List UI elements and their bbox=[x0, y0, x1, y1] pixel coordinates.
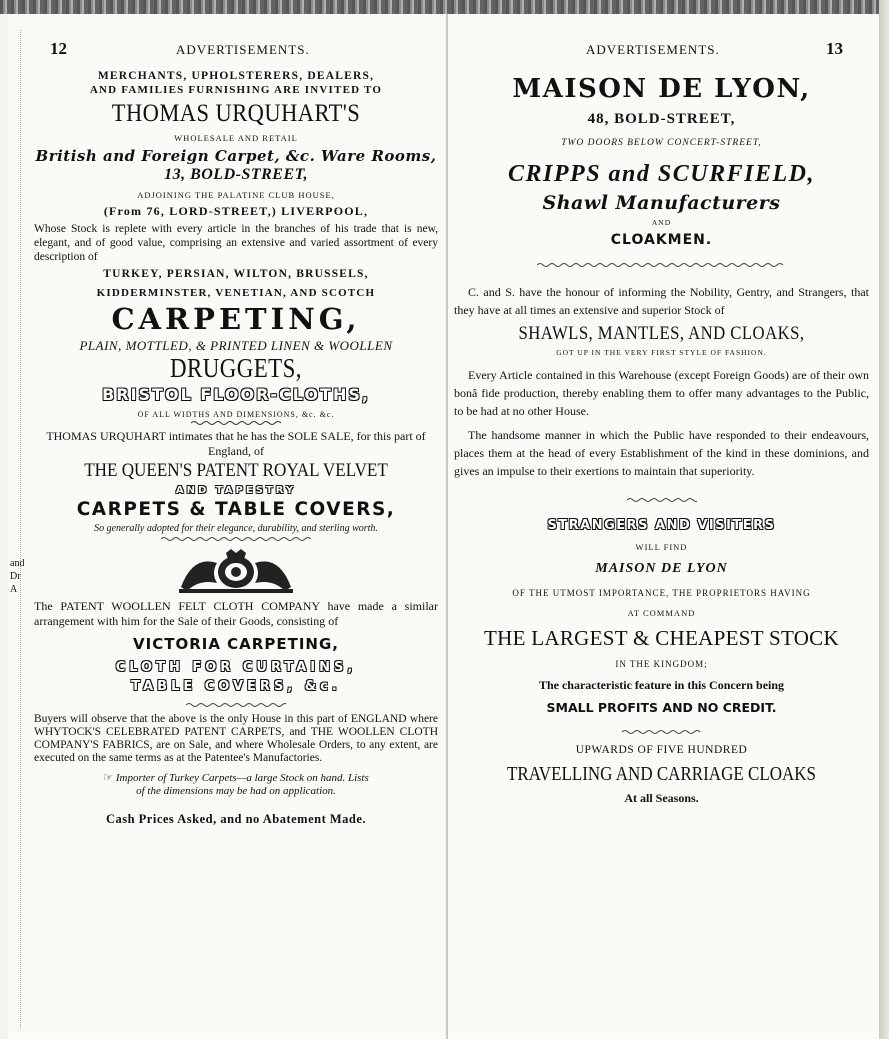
largest-stock-heading: THE LARGEST & CHEAPEST STOCK bbox=[484, 626, 839, 651]
ornament-rule bbox=[191, 419, 281, 427]
left-page bbox=[8, 14, 446, 1039]
will-find-line: WILL FIND bbox=[635, 542, 688, 553]
ornament-rule bbox=[622, 728, 702, 736]
carpeting-heading: CARPETING, bbox=[111, 302, 361, 337]
buyers-paragraph: Buyers will observe that the above is the only House in this part of ENGLAND where WHYTOCK'S CELEBRATED PATENT CARPETS, and THE WOOLLEN CLOTH COMPANY'S FABRICS, are on Sale, and where Wholesale Orders, to any extent, are executed on the same terms as at the Patentee's Manufactories. bbox=[34, 712, 438, 765]
page-edge bbox=[879, 0, 889, 1039]
margin-note: Dr bbox=[10, 571, 21, 582]
royal-arms-emblem bbox=[171, 547, 301, 595]
below-line: TWO DOORS BELOW CONCERT-STREET, bbox=[561, 138, 762, 149]
felt-cloth-paragraph: The PATENT WOOLLEN FELT CLOTH COMPANY have made a similar arrangement with him for the Sale of their Goods, consisting of bbox=[34, 599, 438, 628]
adjoining-line: ADJOINING THE PALATINE CLUB HOUSE, bbox=[137, 189, 335, 200]
ornament-rule bbox=[186, 701, 286, 709]
druggets-heading: DRUGGETS, bbox=[170, 352, 302, 383]
importer-line-2: of the dimensions may be had on application. bbox=[136, 784, 336, 797]
utmost-line: OF THE UTMOST IMPORTANCE, THE PROPRIETORS HAVING bbox=[512, 587, 811, 598]
page-number: 13 bbox=[826, 39, 843, 58]
stock-paragraph: Whose Stock is replete with every article in the branches of his trade that is new, elegant, and of good value, comprising an extensive and varied assortment of every description of bbox=[34, 222, 438, 263]
margin-note: A bbox=[10, 584, 18, 595]
honour-paragraph: C. and S. have the honour of informing the Nobility, Gentry, and Strangers, that they have at all times an extensive and superior Stock of bbox=[454, 284, 869, 317]
seasons-line: At all Seasons. bbox=[624, 790, 699, 805]
strangers-heading: STRANGERS AND VISITERS bbox=[547, 517, 776, 533]
carpets-covers-heading: CARPETS & TABLE COVERS, bbox=[76, 498, 396, 520]
shawl-line: Shawl Manufacturers bbox=[542, 191, 781, 214]
street-address: 13, BOLD-STREET, bbox=[164, 165, 308, 183]
characteristic-line: The characteristic feature in this Concern being bbox=[538, 677, 785, 692]
right-header bbox=[454, 14, 869, 58]
tapestry-line: AND TAPESTRY bbox=[175, 484, 297, 496]
travelling-cloaks-heading: TRAVELLING AND CARRIAGE CLOAKS bbox=[506, 763, 817, 786]
invite-line-1: MERCHANTS, UPHOLSTERERS, DEALERS, bbox=[97, 70, 375, 82]
carpet-kinds-2: KIDDERMINSTER, VENETIAN, AND SCOTCH bbox=[96, 287, 376, 300]
pointing-hand-icon: ☞ bbox=[103, 771, 114, 784]
carpet-kinds-1: TURKEY, PERSIAN, WILTON, BRUSSELS, bbox=[103, 267, 369, 280]
maison-subheading: MAISON DE LYON bbox=[595, 561, 728, 577]
maison-heading: MAISON DE LYON, bbox=[512, 74, 811, 104]
ornament-rule bbox=[537, 261, 787, 269]
margin-note: and bbox=[10, 558, 25, 569]
cloakmen-heading: CLOAKMEN. bbox=[610, 232, 713, 249]
importer-line-1 bbox=[34, 772, 438, 785]
and-label: AND bbox=[651, 218, 672, 228]
former-address: (From 76, LORD-STREET,) LIVERPOOL, bbox=[103, 203, 369, 218]
firm-heading: CRIPPS and SCURFIELD, bbox=[508, 160, 815, 187]
running-head: ADVERTISEMENTS. bbox=[176, 42, 310, 57]
plain-line: PLAIN, MOTTLED, & PRINTED LINEN & WOOLLEN bbox=[79, 337, 393, 353]
margin-notes bbox=[10, 557, 24, 596]
handsome-paragraph: The handsome manner in which the Public have responded to their endeavours, places them at the head of every Establishment of the kind in these dominions, and gives an impulse to their exertions to maintain that superiority. bbox=[454, 427, 869, 478]
queens-patent: THE QUEEN'S PATENT ROYAL VELVET bbox=[84, 460, 388, 482]
bristol-heading: BRISTOL FLOOR-CLOTHS, bbox=[102, 384, 370, 404]
intimates-paragraph: THOMAS URQUHART intimates that he has the SOLE SALE, for this part of England, of bbox=[46, 429, 426, 458]
running-head: ADVERTISEMENTS. bbox=[586, 42, 720, 57]
scan-edge bbox=[0, 0, 889, 14]
widths-line: OF ALL WIDTHS AND DIMENSIONS, &c. &c. bbox=[137, 409, 335, 419]
ornament-rule bbox=[627, 496, 697, 504]
cloth-curtains-heading: CLOTH FOR CURTAINS, bbox=[115, 660, 357, 676]
every-article-paragraph: Every Article contained in this Warehouse (except Foreign Goods) are of their own bonâ fide production, thereby enabling them to offer many advantages to the Public, to be had at no other House. bbox=[454, 367, 869, 418]
trade-label: WHOLESALE AND RETAIL bbox=[174, 133, 298, 144]
shawls-heading: SHAWLS, MANTLES, AND CLOAKS, bbox=[518, 322, 805, 344]
adopted-line: So generally adopted for their elegance, durability, and sterling worth. bbox=[94, 523, 378, 535]
cash-prices-line: Cash Prices Asked, and no Abatement Made. bbox=[105, 811, 367, 826]
merchant-name: THOMAS URQUHART'S bbox=[111, 99, 361, 127]
page-number: 12 bbox=[50, 39, 67, 58]
importer-text: Importer of Turkey Carpets—a large Stock on hand. Lists bbox=[115, 771, 369, 784]
right-page bbox=[448, 14, 879, 1039]
small-profits-line: SMALL PROFITS AND NO CREDIT. bbox=[546, 699, 777, 715]
street-address: 48, BOLD-STREET, bbox=[587, 110, 736, 127]
kingdom-line: IN THE KINGDOM; bbox=[615, 659, 708, 670]
invite-line-2: AND FAMILIES FURNISHING ARE INVITED TO bbox=[89, 83, 383, 96]
victoria-heading: VICTORIA CARPETING, bbox=[133, 635, 339, 654]
left-header bbox=[34, 14, 438, 58]
upwards-line: UPWARDS OF FIVE HUNDRED bbox=[575, 743, 748, 756]
ornament-rule bbox=[161, 535, 311, 543]
ware-rooms: British and Foreign Carpet, &c. Ware Rooms, bbox=[35, 147, 437, 166]
table-covers-heading: TABLE COVERS, &c. bbox=[131, 679, 341, 695]
style-line: GOT UP IN THE VERY FIRST STYLE OF FASHION. bbox=[556, 348, 767, 358]
at-command-line: AT COMMAND bbox=[627, 608, 696, 619]
